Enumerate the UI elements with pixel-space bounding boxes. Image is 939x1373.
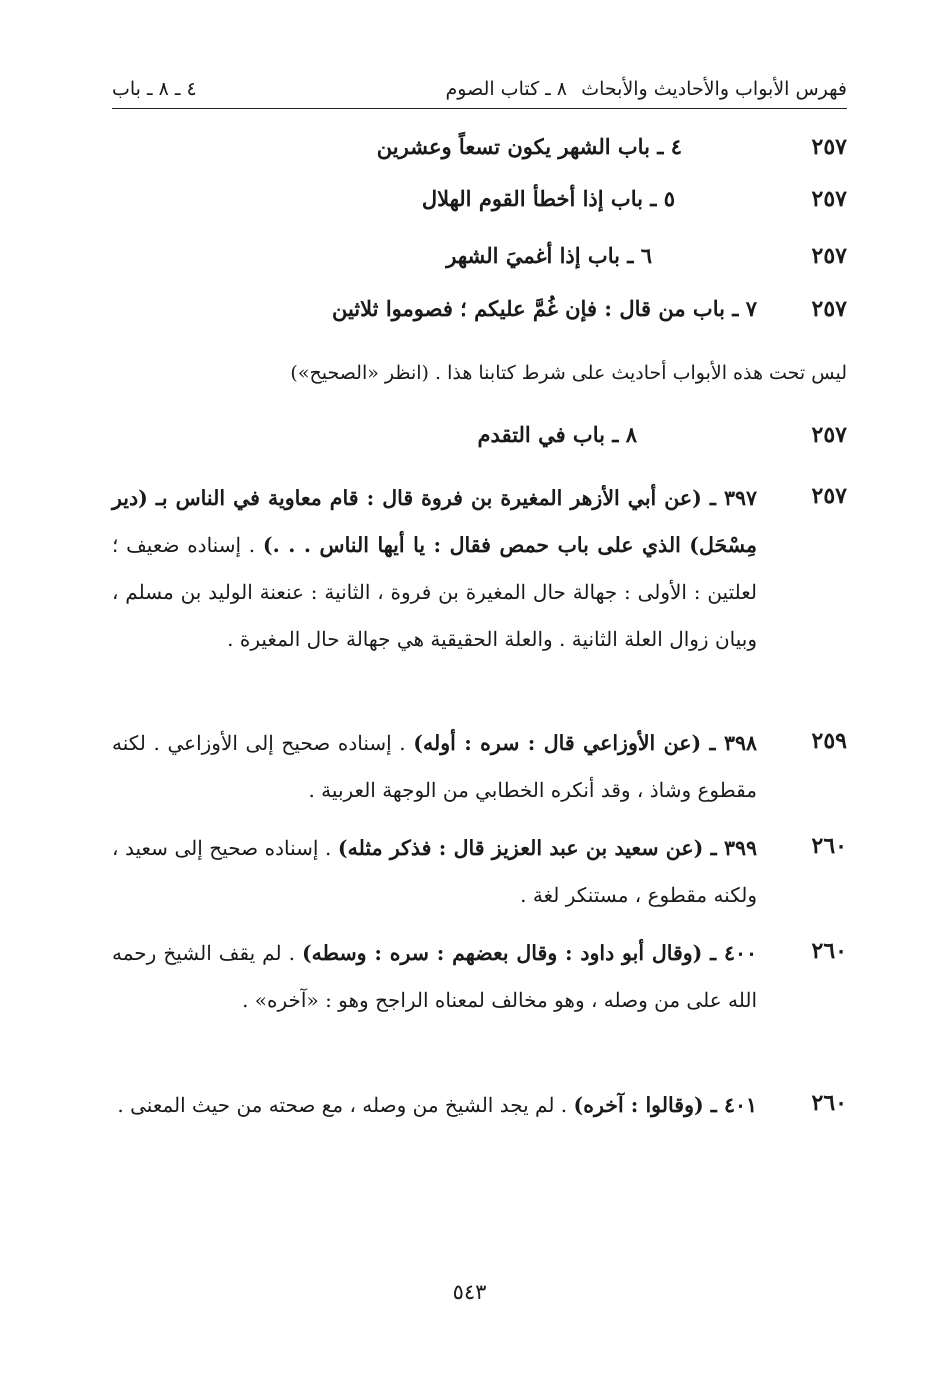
chapter-title: ٧ ـ باب من قال : فإن غُمَّ عليكم ؛ فصوموا ثلاثين	[331, 296, 757, 321]
chapter-title: ٤ ـ باب الشهر يكون تسعاً وعشرين	[376, 134, 682, 159]
entry-text: . إسناده ضعيف ؛ لعلتين : الأولى : جهالة حال المغيرة بن فروة ، الثانية : عنعنة الوليد بن مسلم ، وبيان زوال العلة الثانية . والعلة الحقيقية هي جهالة حال المغيرة .	[112, 533, 757, 651]
header-chapter-range: ٤ ـ ٨ ـ باب	[112, 78, 197, 100]
entry-body	[112, 475, 757, 663]
chapter-title: ٦ ـ باب إذا أغميَ الشهر	[446, 243, 652, 268]
page-ref: ٢٦٠	[811, 1090, 847, 1116]
chapter-note: ليس تحت هذه الأبواب أحاديث على شرط كتابنا هذا . (انظر «الصحيح»)	[290, 362, 847, 384]
entry-text: . إسناده صحيح إلى الأوزاعي . لكنه مقطوع وشاذ ، وقد أنكره الخطابي من الوجهة العربية .	[112, 731, 757, 802]
header-book-title: ٨ ـ كتاب الصوم	[445, 78, 567, 100]
page-ref: ٢٥٧	[811, 296, 847, 322]
page-number: ٥٤٣	[452, 1280, 487, 1304]
page-ref: ٢٥٩	[811, 728, 847, 754]
page-ref: ٢٥٧	[811, 243, 847, 269]
entry-body	[112, 825, 757, 919]
entry-body	[112, 930, 757, 1024]
entry-text: . لم يقف الشيخ رحمه الله على من وصله ، وهو مخالف لمعناه الراجح وهو : «آخره» .	[112, 941, 757, 1012]
entry-text: . إسناده صحيح إلى سعيد ، ولكنه مقطوع ، مستنكر لغة .	[112, 836, 757, 907]
entry-bold-text: ٣٩٩ ـ (عن سعيد بن عبد العزيز قال : فذكر مثله)	[337, 836, 757, 860]
running-header	[112, 72, 847, 109]
header-index-title: فهرس الأبواب والأحاديث والأبحاث	[581, 78, 847, 100]
chapter-title: ٥ ـ باب إذا أخطأ القوم الهلال	[421, 186, 675, 211]
page-ref: ٢٦٠	[811, 833, 847, 859]
page-ref: ٢٥٧	[811, 186, 847, 212]
chapter-title: ٨ ـ باب في التقدم	[477, 422, 637, 447]
entry-text: . لم يجد الشيخ من وصله ، مع صحته من حيث المعنى .	[117, 1093, 574, 1117]
entry-body	[112, 1082, 757, 1129]
page-ref: ٢٥٧	[811, 483, 847, 509]
entry-bold-text: ٣٩٧ ـ (عن أبي الأزهر المغيرة بن فروة قال : قام معاوية في الناس بـ (دير مِسْحَل) الذي على باب حمص فقال : يا أيها الناس . . .)	[112, 486, 758, 557]
entry-bold-text: ٤٠٠ ـ (وقال أبو داود : وقال بعضهم : سره : وسطه)	[301, 941, 757, 965]
page-ref: ٢٥٧	[811, 134, 847, 160]
page-ref: ٢٥٧	[811, 422, 847, 448]
entry-bold-text: ٣٩٨ ـ (عن الأوزاعي قال : سره : أوله)	[413, 731, 757, 755]
entry-body	[112, 720, 757, 814]
page-ref: ٢٦٠	[811, 938, 847, 964]
entry-bold-text: ٤٠١ ـ (وقالوا : آخره)	[573, 1093, 757, 1117]
